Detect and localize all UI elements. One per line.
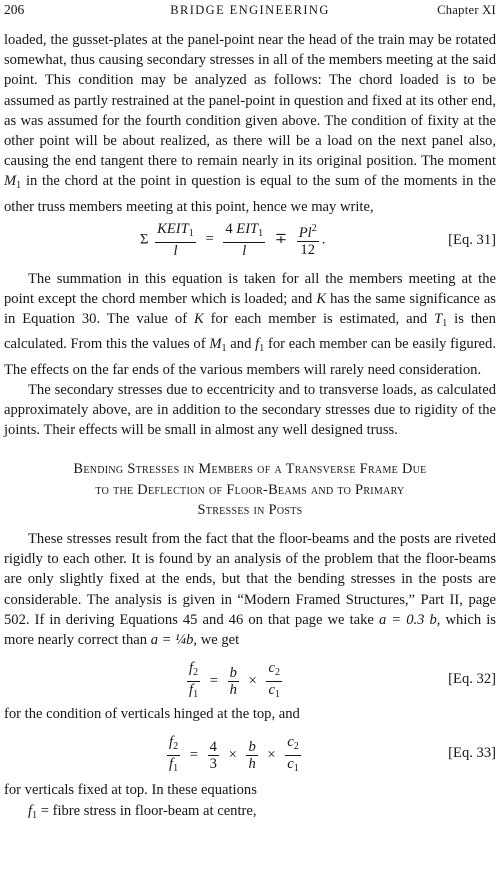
equation-33-expression: $\frac{f_2}{f_1}$ = $\frac{4}{3}$ × $\frac{b}{h}$ × $\frac{c_2}{c_1}$ <box>164 734 304 777</box>
numerator: c <box>268 660 275 677</box>
numerator: c <box>287 734 294 751</box>
subscript: 2 <box>274 667 280 679</box>
section-heading-line-2: to the Deflection of Floor-Beams and to Primary <box>95 481 405 498</box>
fraction-4eit-denominator: l <box>242 242 247 259</box>
inline-equation-a-2: a = ¼b, <box>150 632 198 649</box>
subscript: 1 <box>293 763 299 775</box>
paragraph-1-text: loaded, the gusset-plates at the panel-point near the head of the train may be rotated somewhat, thus causing secondary stresses in all of the members meeting at the said point. This condition may be analyzed as follows: The chord loaded is to be assumed as partly restrained at the panel-point in question and fixed at its other end, as was assumed for the fourth condition given above. The condition of fixity at the other point will be about realized, as there will be a load on the next panel also, causing the end tangent there to remain nearly in its original position. The moment <box>4 32 496 170</box>
equation-33-label: [Eq. 33] <box>448 745 496 762</box>
paragraph-2 <box>4 269 496 380</box>
fraction-f2-f1 <box>187 660 200 703</box>
fraction-c2-c1 <box>266 660 281 703</box>
fraction-f2-f1 <box>167 734 180 777</box>
numerator: b <box>229 665 237 682</box>
symbol-m: M <box>4 173 17 190</box>
equation-31 <box>4 217 496 263</box>
definition-text: = fibre stress in floor-beam at centre, <box>37 802 257 819</box>
fraction-4-3 <box>208 739 219 772</box>
times-operator: × <box>228 747 237 764</box>
subscript: 1 <box>193 689 199 701</box>
symbol-k: K <box>194 311 204 328</box>
running-header <box>4 1 496 19</box>
denominator: c <box>287 756 294 773</box>
denominator: h <box>229 682 237 699</box>
running-title: BRIDGE ENGINEERING <box>170 3 330 17</box>
symbol-k: K <box>316 291 327 308</box>
fraction-4eit <box>223 221 265 259</box>
denominator: f <box>169 756 174 773</box>
paragraph-1-text-cont: in the chord at the point in question is equal to the sum of the moments in the other truss members meeting at this point, hence we may write, <box>4 173 496 215</box>
subscript: 2 <box>173 741 179 753</box>
subscript: 1 <box>188 227 194 239</box>
denominator: 3 <box>209 756 217 773</box>
subscript: 1 <box>274 689 280 701</box>
paragraph-1 <box>4 30 496 217</box>
subscript: 1 <box>173 763 179 775</box>
subscript: 1 <box>259 343 265 355</box>
subscript: 2 <box>293 741 299 753</box>
sigma-symbol: Σ <box>140 231 149 248</box>
fraction-keit-denominator: l <box>173 242 178 259</box>
subscript: 2 <box>193 667 199 679</box>
section-heading <box>4 459 496 520</box>
fraction-pl2-numerator: Pl <box>298 225 312 242</box>
equation-32-label: [Eq. 32] <box>448 671 496 688</box>
paragraph-2-text-e: and <box>230 336 252 353</box>
times-operator: × <box>248 673 257 690</box>
section-heading-line-3: Stresses in Posts <box>197 501 303 518</box>
fraction-b-h <box>228 665 239 698</box>
fraction-b-h <box>246 739 257 772</box>
subscript: 1 <box>442 318 448 330</box>
symbol-f: f <box>255 336 260 353</box>
times-operator: × <box>267 747 276 764</box>
paragraph-4-text-mid: which is more nearly correct than <box>4 611 496 649</box>
page-number: 206 <box>4 2 25 17</box>
paragraph-3: The secondary stresses due to eccentricity and to transverse loads, as calculated approximately above, are in addition to the secondary stresses due to rigidity of the joints. Their effects will be small in almost any well designed truss. <box>4 381 496 439</box>
paragraph-2-text-c: for each member is estimated, and <box>210 311 428 328</box>
denominator: c <box>268 682 275 699</box>
numerator: f <box>189 660 194 677</box>
subscript: 1 <box>258 227 264 239</box>
subscript: 1 <box>32 809 38 821</box>
minus-plus-operator: ∓ <box>274 231 288 248</box>
numerator: b <box>248 739 256 756</box>
equation-32 <box>4 650 496 700</box>
paragraph-2-text-d: is then calculated. From this the values of <box>4 311 496 353</box>
fraction-keit-numerator: KEIT <box>157 220 189 237</box>
paragraph-2-text-b: has the same significance as in Equation 30. The value of <box>4 291 496 328</box>
fraction-c2-c1 <box>285 734 300 777</box>
denominator: h <box>248 756 256 773</box>
fraction-pl2-denominator: 12 <box>300 242 315 259</box>
fraction-pl2 <box>297 221 319 258</box>
paragraph-2-text-a: The summation in this equation is taken for all the members meeting at the point except the chord member which is loaded; and <box>4 270 496 308</box>
fraction-keit <box>155 221 196 259</box>
page-body <box>4 30 496 826</box>
symbol-m-subscript: 1 <box>16 180 22 192</box>
equation-32-expression: $\frac{f_2}{f_1}$ = $\frac{b}{h}$ × $\frac{c_2}{c_1}$ <box>184 660 285 703</box>
subscript: 1 <box>221 343 227 355</box>
equation-33 <box>4 724 496 776</box>
exponent-2: 2 <box>311 223 317 235</box>
symbol-f: f <box>28 802 33 819</box>
inline-equation-a: a = 0.3 b, <box>378 611 441 628</box>
symbol-m: M <box>209 336 222 353</box>
numerator: f <box>169 734 174 751</box>
equation-31-expression: Σ $\frac{KEIT_1}{l}$ = $\frac{4 EIT_1}{l}$ ∓ $\frac{Pl^2}{12}$ . <box>140 220 326 259</box>
numerator: 4 <box>209 739 217 756</box>
paragraph-4-text: These stresses result from the fact that the floor-beams and the posts are riveted rigidly to each other. It is found by an analysis of the problem that the floor-beams are only slightly fixed at the ends, but that the bending stresses in the posts are considerable. The analysis is given in “Modern Framed Structures,” Part II, page 502. If in deriving Equations 45 and 46 on that page we take <box>4 531 496 628</box>
paragraph-4-text-end: we get <box>200 632 240 649</box>
definition-f1 <box>4 801 496 826</box>
paragraph-4 <box>4 529 496 650</box>
paragraph-6: for verticals fixed at top. In these equations <box>4 782 257 799</box>
fraction-4eit-numerator: EIT <box>236 220 259 237</box>
equation-31-label: [Eq. 31] <box>448 231 496 248</box>
denominator: f <box>189 682 194 699</box>
symbol-t: T <box>434 311 443 328</box>
section-heading-line-1: Bending Stresses in Members of a Transverse Frame Due <box>73 461 427 478</box>
coef-4: 4 <box>225 220 233 237</box>
paragraph-5: for the condition of verticals hinged at the top, and <box>4 706 300 723</box>
paragraph-2-text-f: for each member can be easily figured. The effects on the far ends of the various members will rarely need consideration. <box>4 336 496 378</box>
chapter-label: Chapter XI <box>437 3 496 17</box>
